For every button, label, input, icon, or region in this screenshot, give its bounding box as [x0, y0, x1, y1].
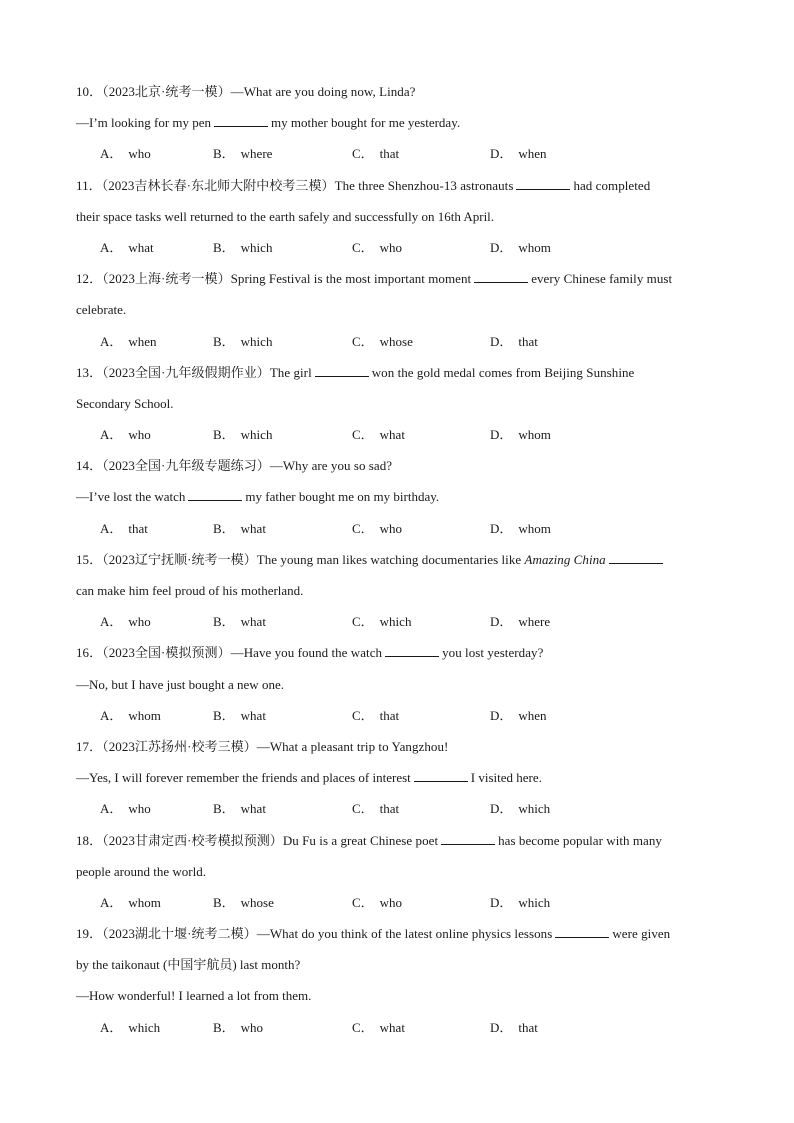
- option-a: A． which: [100, 1019, 161, 1035]
- option-a: A． who: [100, 427, 151, 443]
- option-b: B． who: [213, 1019, 264, 1035]
- question-stem-cont: people around the world.: [76, 863, 206, 879]
- question-18: [76, 828, 726, 922]
- question-number: 10: [76, 84, 90, 99]
- question-source: （2023全国·模拟预测）: [102, 645, 231, 661]
- question-source: （2023全国·九年级专题练习）: [102, 458, 270, 474]
- stem-text: —What are you doing now, Linda?: [230, 84, 416, 99]
- options-row: [76, 609, 726, 640]
- question-stem-cont: their space tasks well returned to the earth safely and successfully on 16th April.: [76, 208, 495, 224]
- option-a: A． who: [100, 801, 151, 817]
- option-b: B． which: [213, 333, 273, 349]
- option-a: A． when: [100, 333, 157, 349]
- question-number: 17: [76, 738, 90, 754]
- answer-blank: [516, 175, 570, 190]
- question-source: （2023全国·九年级假期作业）: [102, 364, 270, 380]
- question-number: 15: [76, 551, 90, 567]
- question-source: （2023甘肃定西·校考模拟预测）: [102, 832, 283, 848]
- options-row: [76, 796, 726, 827]
- option-b: B． what: [213, 520, 266, 536]
- option-d: D． when: [490, 146, 547, 162]
- option-c: C． which: [352, 614, 412, 630]
- question-stem-cont: —No, but I have just bought a new one.: [76, 676, 284, 692]
- question-source: （2023辽宁抚顺·统考一模）: [102, 551, 257, 567]
- options-row: [76, 422, 726, 453]
- question-stem-cont: —Yes, I will forever remember the friends and places of interest I visited here.: [76, 765, 726, 796]
- option-d: D． that: [490, 333, 538, 349]
- option-c: C． who: [352, 894, 403, 910]
- option-c: C． that: [352, 801, 400, 817]
- answer-blank: [315, 362, 369, 377]
- question-19: [76, 921, 726, 1046]
- option-d: D． that: [490, 1019, 538, 1035]
- question-stem: 14．（2023全国·九年级专题练习）—Why are you so sad?: [76, 458, 393, 474]
- option-a: A． whom: [100, 894, 161, 910]
- question-stem: 11．（2023吉林长春·东北师大附中校考三模）The three Shenzhou-13 astronauts had completed: [76, 173, 726, 204]
- question-12: [76, 266, 726, 360]
- option-d: D． whom: [490, 427, 551, 443]
- options-row: [76, 235, 726, 266]
- question-15: [76, 547, 726, 641]
- options-row: [76, 890, 726, 921]
- question-number: 11: [76, 177, 89, 193]
- option-c: C． who: [352, 239, 403, 255]
- option-b: B． which: [213, 427, 273, 443]
- question-source: （2023江苏扬州·校考三模）: [102, 738, 257, 754]
- option-c: C． that: [352, 707, 400, 723]
- question-stem-cont: —How wonderful! I learned a lot from them.: [76, 988, 312, 1004]
- answer-blank: [609, 549, 663, 564]
- question-stem-cont: by the taikonaut (中国宇航员) last month?: [76, 957, 301, 973]
- option-d: D． which: [490, 894, 551, 910]
- question-source: （2023北京·统考一模）: [102, 84, 231, 99]
- option-c: C． that: [352, 146, 400, 162]
- answer-blank: [555, 923, 609, 938]
- question-13: [76, 360, 726, 454]
- question-source: （2023吉林长春·东北师大附中校考三模）: [101, 177, 335, 193]
- option-c: C． what: [352, 427, 405, 443]
- question-list: [76, 79, 726, 1046]
- option-a: A． what: [100, 239, 154, 255]
- option-d: D． whom: [490, 520, 551, 536]
- question-number: 12: [76, 271, 90, 287]
- option-a: A． who: [100, 614, 151, 630]
- option-a: A． whom: [100, 707, 161, 723]
- option-c: C． whose: [352, 333, 413, 349]
- answer-blank: [414, 767, 468, 782]
- option-d: D． which: [490, 801, 551, 817]
- question-11: [76, 173, 726, 267]
- question-stem: 12．（2023上海·统考一模）Spring Festival is the most important moment every Chinese family must: [76, 266, 726, 297]
- question-source: （2023上海·统考一模）: [102, 271, 231, 287]
- options-row: [76, 329, 726, 360]
- question-stem-cont: —I’m looking for my pen my mother bought for me yesterday.: [76, 110, 726, 141]
- answer-blank: [214, 112, 268, 127]
- option-a: A． who: [100, 146, 151, 162]
- question-number: 18: [76, 832, 90, 848]
- question-14: [76, 453, 726, 547]
- question-stem: 19．（2023湖北十堰·统考二模）—What do you think of the latest online physics lessons were given: [76, 921, 726, 952]
- answer-blank: [474, 268, 528, 283]
- question-stem-cont: Secondary School.: [76, 395, 174, 411]
- question-source: （2023湖北十堰·统考二模）: [102, 926, 257, 942]
- question-stem: 10．（2023北京·统考一模）—What are you doing now, Linda?: [76, 84, 416, 99]
- answer-blank: [441, 830, 495, 845]
- option-b: B． what: [213, 707, 266, 723]
- question-stem: 18．（2023甘肃定西·校考模拟预测）Du Fu is a great Chinese poet has become popular with many: [76, 828, 726, 859]
- question-stem-cont: celebrate.: [76, 302, 127, 318]
- options-row: [76, 141, 726, 172]
- option-d: D． whom: [490, 239, 551, 255]
- question-10: [76, 79, 726, 173]
- option-b: B． where: [213, 146, 273, 162]
- question-number: 19: [76, 926, 90, 942]
- option-d: D． when: [490, 707, 547, 723]
- options-row: [76, 1015, 726, 1046]
- question-stem: 15．（2023辽宁抚顺·统考一模）The young man likes watching documentaries like Amazing China: [76, 547, 726, 578]
- question-stem: 16．（2023全国·模拟预测）—Have you found the watch you lost yesterday?: [76, 640, 726, 671]
- answer-blank: [188, 486, 242, 501]
- option-b: B． what: [213, 614, 266, 630]
- question-number: 14: [76, 458, 90, 474]
- answer-blank: [385, 642, 439, 657]
- question-stem-cont: can make him feel proud of his motherland.: [76, 583, 304, 598]
- options-row: [76, 703, 726, 734]
- question-16: [76, 640, 726, 734]
- option-b: B． which: [213, 239, 273, 255]
- question-17: [76, 734, 726, 828]
- options-row: [76, 516, 726, 547]
- option-c: C． what: [352, 1019, 405, 1035]
- question-stem: 17．（2023江苏扬州·校考三模）—What a pleasant trip to Yangzhou!: [76, 738, 449, 754]
- option-b: B． what: [213, 801, 266, 817]
- option-a: A． that: [100, 520, 148, 536]
- question-stem: 13．（2023全国·九年级假期作业）The girl won the gold medal comes from Beijing Sunshine: [76, 360, 726, 391]
- question-number: 13: [76, 364, 90, 380]
- option-b: B． whose: [213, 894, 274, 910]
- question-stem-cont: —I’ve lost the watch my father bought me on my birthday.: [76, 484, 726, 515]
- option-c: C． who: [352, 520, 403, 536]
- option-d: D． where: [490, 614, 551, 630]
- question-number: 16: [76, 645, 90, 661]
- documentary-title: Amazing China: [524, 551, 606, 567]
